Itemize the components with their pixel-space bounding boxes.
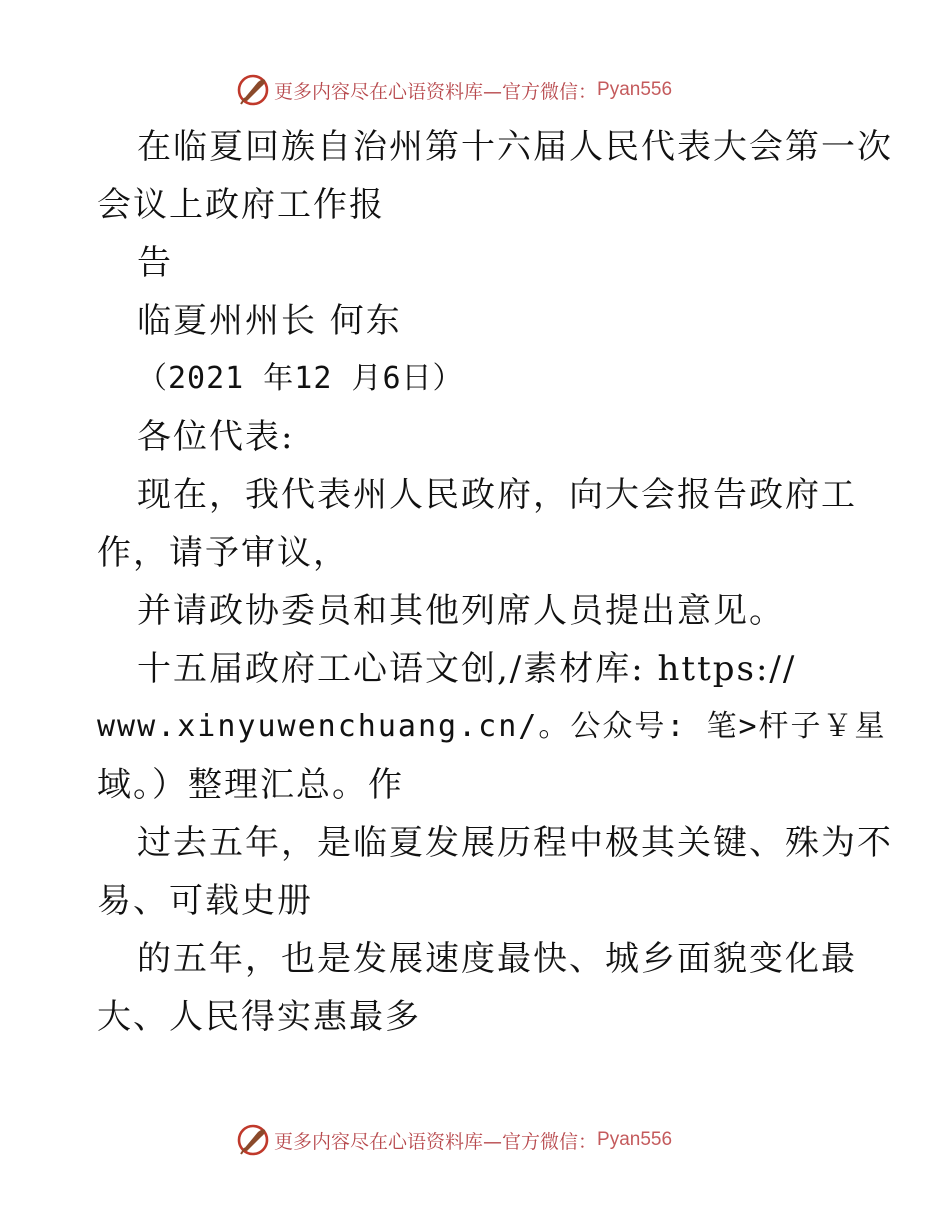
- document-body: [97, 118, 893, 1046]
- title-line-1: 在临夏回族自治州第十六届人民代表大会第一次: [137, 127, 893, 167]
- paragraph-line: 十五届政府工心语文创,/素材库: https://: [137, 649, 797, 689]
- watermark-wechat-id: Pyan556: [597, 79, 673, 100]
- watermark-header: [236, 72, 672, 108]
- paragraph-line: 作，请予审议，: [97, 533, 349, 573]
- paragraph-line: 大、人民得实惠最多: [97, 997, 421, 1037]
- paragraph-line-url: www.xinyuwenchuang.cn/。公众号: 笔>杆子￥星: [97, 709, 887, 744]
- salutation: 各位代表:: [137, 417, 295, 457]
- paragraph-line: 易、可载史册: [97, 881, 313, 921]
- quill-pen-logo-icon: [236, 1123, 270, 1157]
- paragraph-line: 现在，我代表州人民政府，向大会报告政府工: [137, 475, 857, 515]
- paragraph-line: 的五年，也是发展速度最快、城乡面貌变化最: [137, 939, 857, 979]
- paragraph-line: 并请政协委员和其他列席人员提出意见。: [137, 591, 785, 631]
- date-line: （2021 年12 月6日）: [137, 361, 464, 396]
- title-line-2: 会议上政府工作报: [97, 185, 385, 225]
- title-line-3: 告: [137, 243, 173, 283]
- watermark-text: 更多内容尽在心语资料库—官方微信：: [274, 80, 598, 103]
- paragraph-line: 域。）整理汇总。作: [97, 765, 404, 805]
- watermark-text: 更多内容尽在心语资料库—官方微信：: [274, 1130, 598, 1153]
- speaker-line: 临夏州州长 何东: [137, 301, 402, 341]
- paragraph-line: 过去五年，是临夏发展历程中极其关键、殊为不: [137, 823, 893, 863]
- watermark-footer: [236, 1122, 672, 1158]
- quill-pen-logo-icon: [236, 73, 270, 107]
- watermark-wechat-id: Pyan556: [597, 1129, 673, 1150]
